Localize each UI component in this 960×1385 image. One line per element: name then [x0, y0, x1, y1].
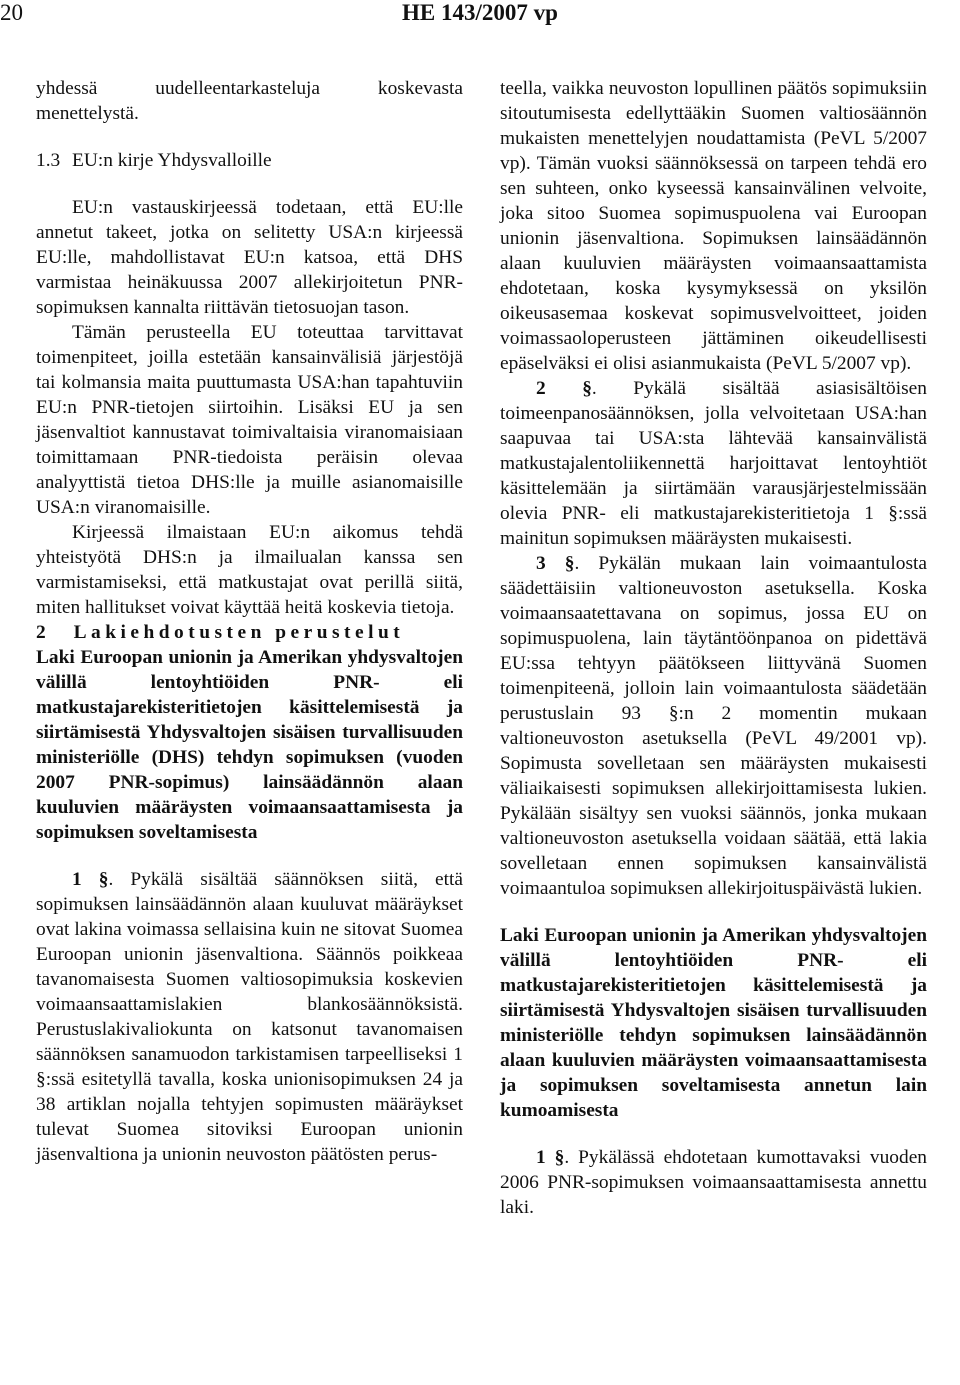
section-text: . Pykälä sisältää säännöksen siitä, että sopimuksen lainsäädännön alaan kuuluvat määräykset ovat lakina voimassa sellaisina kuin ne sitovat Suomea Euroopan unionin jäsenvaltiona. Säännös poikkeaa tavanomaisesta Suomen valtiosopimuksia koskevien voimaansaattamislakien blankosäännöksistä. Perustuslakivaliokunta on katsonut tavanomaisen säännöksen sanamuodon tarkistamisen tarpeelliseksi 1 §:ssä esitetyllä tavalla, koska unionisopimuksen 24 ja 38 artiklan nojalla tehtyjen sopimusten määräykset tulevat Suomea sitoviksi Euroopan unionin jäsenvaltiona ja unionin neuvoston päätösten perus- [36, 869, 463, 1165]
section-number: 1 [536, 1147, 546, 1168]
section-paragraph [500, 551, 927, 901]
intro-paragraph: yhdessä uudelleentarkasteluja koskevasta menettelystä. [36, 78, 463, 124]
section-number: 1 [72, 869, 82, 890]
section-number: 1.3 [36, 150, 61, 171]
chapter-number: 2 [36, 622, 51, 643]
continued-paragraph: teella, vaikka neuvoston lopullinen päätös sopimuksiin sitoutumisesta edellyttääkin Suomen valtiosäännön mukaisten menettelyjen noudattamista (PeVL 5/2007 vp). Tämän vuoksi säännöksessä on tarpeen tehdä ero sen suhteen, onko kyseessä kansainvälinen velvoite, joka sitoo Suomea sopimuspuolena vai Euroopan unionin jäsenvaltiona. Sopimuksen lainsäädännön alaan kuuluvien määräysten voimaansaattamista ehdotetaan, koska kysymyksessä on yksilön oikeusasemaa koskevat sopimusvelvoitteet, joiden voimassaoloperusteen jättäminen oikeudellisesti epäselväksi ei olisi asianmukaista (PeVL 5/2007 vp). [500, 78, 927, 374]
left-column [36, 76, 463, 1167]
law-title: Laki Euroopan unionin ja Amerikan yhdysvaltojen välillä lentoyhtiöiden PNR- eli matkustajarekisteritietojen käsittelemisestä ja siirtämisestä Yhdysvaltojen sisäisen turvallisuuden ministeriölle (DHS) tehdyn sopimuksen (vuoden 2007 PNR-sopimus) lainsäädännön alaan kuuluvien määräysten voimaansaattamisesta ja sopimuksen soveltamisesta [36, 647, 463, 843]
document-id: HE 143/2007 vp [402, 0, 558, 25]
chapter-title: Lakiehdotusten perustelut [73, 622, 405, 643]
section-symbol: § [98, 869, 109, 890]
section-symbol: § [564, 553, 575, 574]
section-text: . Pykälän mukaan lain voimaantulosta säädettäisiin valtioneuvoston asetuksella. Koska voimaansaatettavana on sopimus, jossa EU on sopimuspuolena, lain täytäntöönpanoa on pidettävä EU:ssa tehtyyn päätökseen liittyvänä Suomen toimenpiteenä, jolloin lain voimaantulosta säädetään perustuslain 93 §:n 2 momentin mukaan valtioneuvoston asetuksella (PeVL 49/2001 vp). Sopimusta sovelletaan sen määräysten mukaisesti väliaikaisesti sopimuksen allekirjoittamisesta lukien. Pykälään sisältyy sen vuoksi säännös, jonka mukaan valtioneuvoston asetuksella voidaan säätää, että lakia sovelletaan ennen sopimuksen kansainvälistä voimaantuloa sopimuksen allekirjoituspäivästä lukien. [500, 553, 927, 899]
law-title: Laki Euroopan unionin ja Amerikan yhdysvaltojen välillä lentoyhtiöiden PNR- eli matkustajarekisteritietojen käsittelemisestä ja siirtämisestä Yhdysvaltojen sisäisen turvallisuuden ministeriölle tehdyn sopimuksen lainsäädännön alaan kuuluvien määräysten voimaansaattamisesta ja sopimuksen soveltamisesta annetun lain kumoamisesta [500, 925, 927, 1121]
section-text: . Pykälässä ehdotetaan kumottavaksi vuoden 2006 PNR-sopimuksen voimaansaattamisesta annettu laki. [500, 1147, 927, 1218]
section-paragraph [500, 1145, 927, 1220]
section-text: . Pykälä sisältää asiasisältöisen toimeenpanosäännöksen, jolla velvoitetaan USA:han saapuvaa tai USA:sta lähtevää kansainvälistä matkustajalentoliikennettä harjoittavat lentoyhtiöt käsittelemään ja siirtämään varausjärjestelmissään olevia PNR- eli matkustajarekisteritietoja 1 §:ssä mainitun sopimuksen määräysten mukaisesti. [500, 378, 927, 549]
section-heading-1-3 [36, 148, 463, 173]
section-symbol: § [582, 378, 592, 399]
section-number: 2 [536, 378, 546, 399]
page-number: 20 [0, 0, 23, 25]
chapter-heading [36, 620, 463, 645]
section-number: 3 [536, 553, 546, 574]
section-title: EU:n kirje Yhdysvalloille [72, 150, 272, 171]
right-column [500, 76, 927, 1220]
section-paragraph [500, 376, 927, 551]
paragraph: Tämän perusteella EU toteuttaa tarvittavat toimenpiteet, joilla estetään kansainvälisiä järjestöjä tai kolmansia maita puuttumasta USA:han tapahtuviin EU:n PNR-tietojen siirtoihin. Lisäksi EU ja sen jäsenvaltiot kannustavat toimivaltaisia viranomaisiaan toimittamaan PNR-tiedoista peräisin olevaa analyyttistä tietoa DHS:lle ja muille asianomaisille USA:n viranomaisille. [36, 322, 463, 518]
paragraph: EU:n vastauskirjeessä todetaan, että EU:lle annetut takeet, jotka on selitetty USA:n kirjeessä EU:lle, mahdollistavat EU:n katsoa, että DHS varmistaa heinäkuussa 2007 allekirjoitetun PNR-sopimuksen kannalta riittävän tietosuojan tason. [36, 197, 463, 318]
section-symbol: § [554, 1147, 565, 1168]
paragraph: Kirjeessä ilmaistaan EU:n aikomus tehdä yhteistyötä DHS:n ja ilmailualan kanssa sen varmistamiseksi, että matkustajat ovat perillä siitä, miten hallitukset voivat käyttää heitä koskevia tietoja. [36, 522, 463, 618]
section-paragraph [36, 867, 463, 1167]
